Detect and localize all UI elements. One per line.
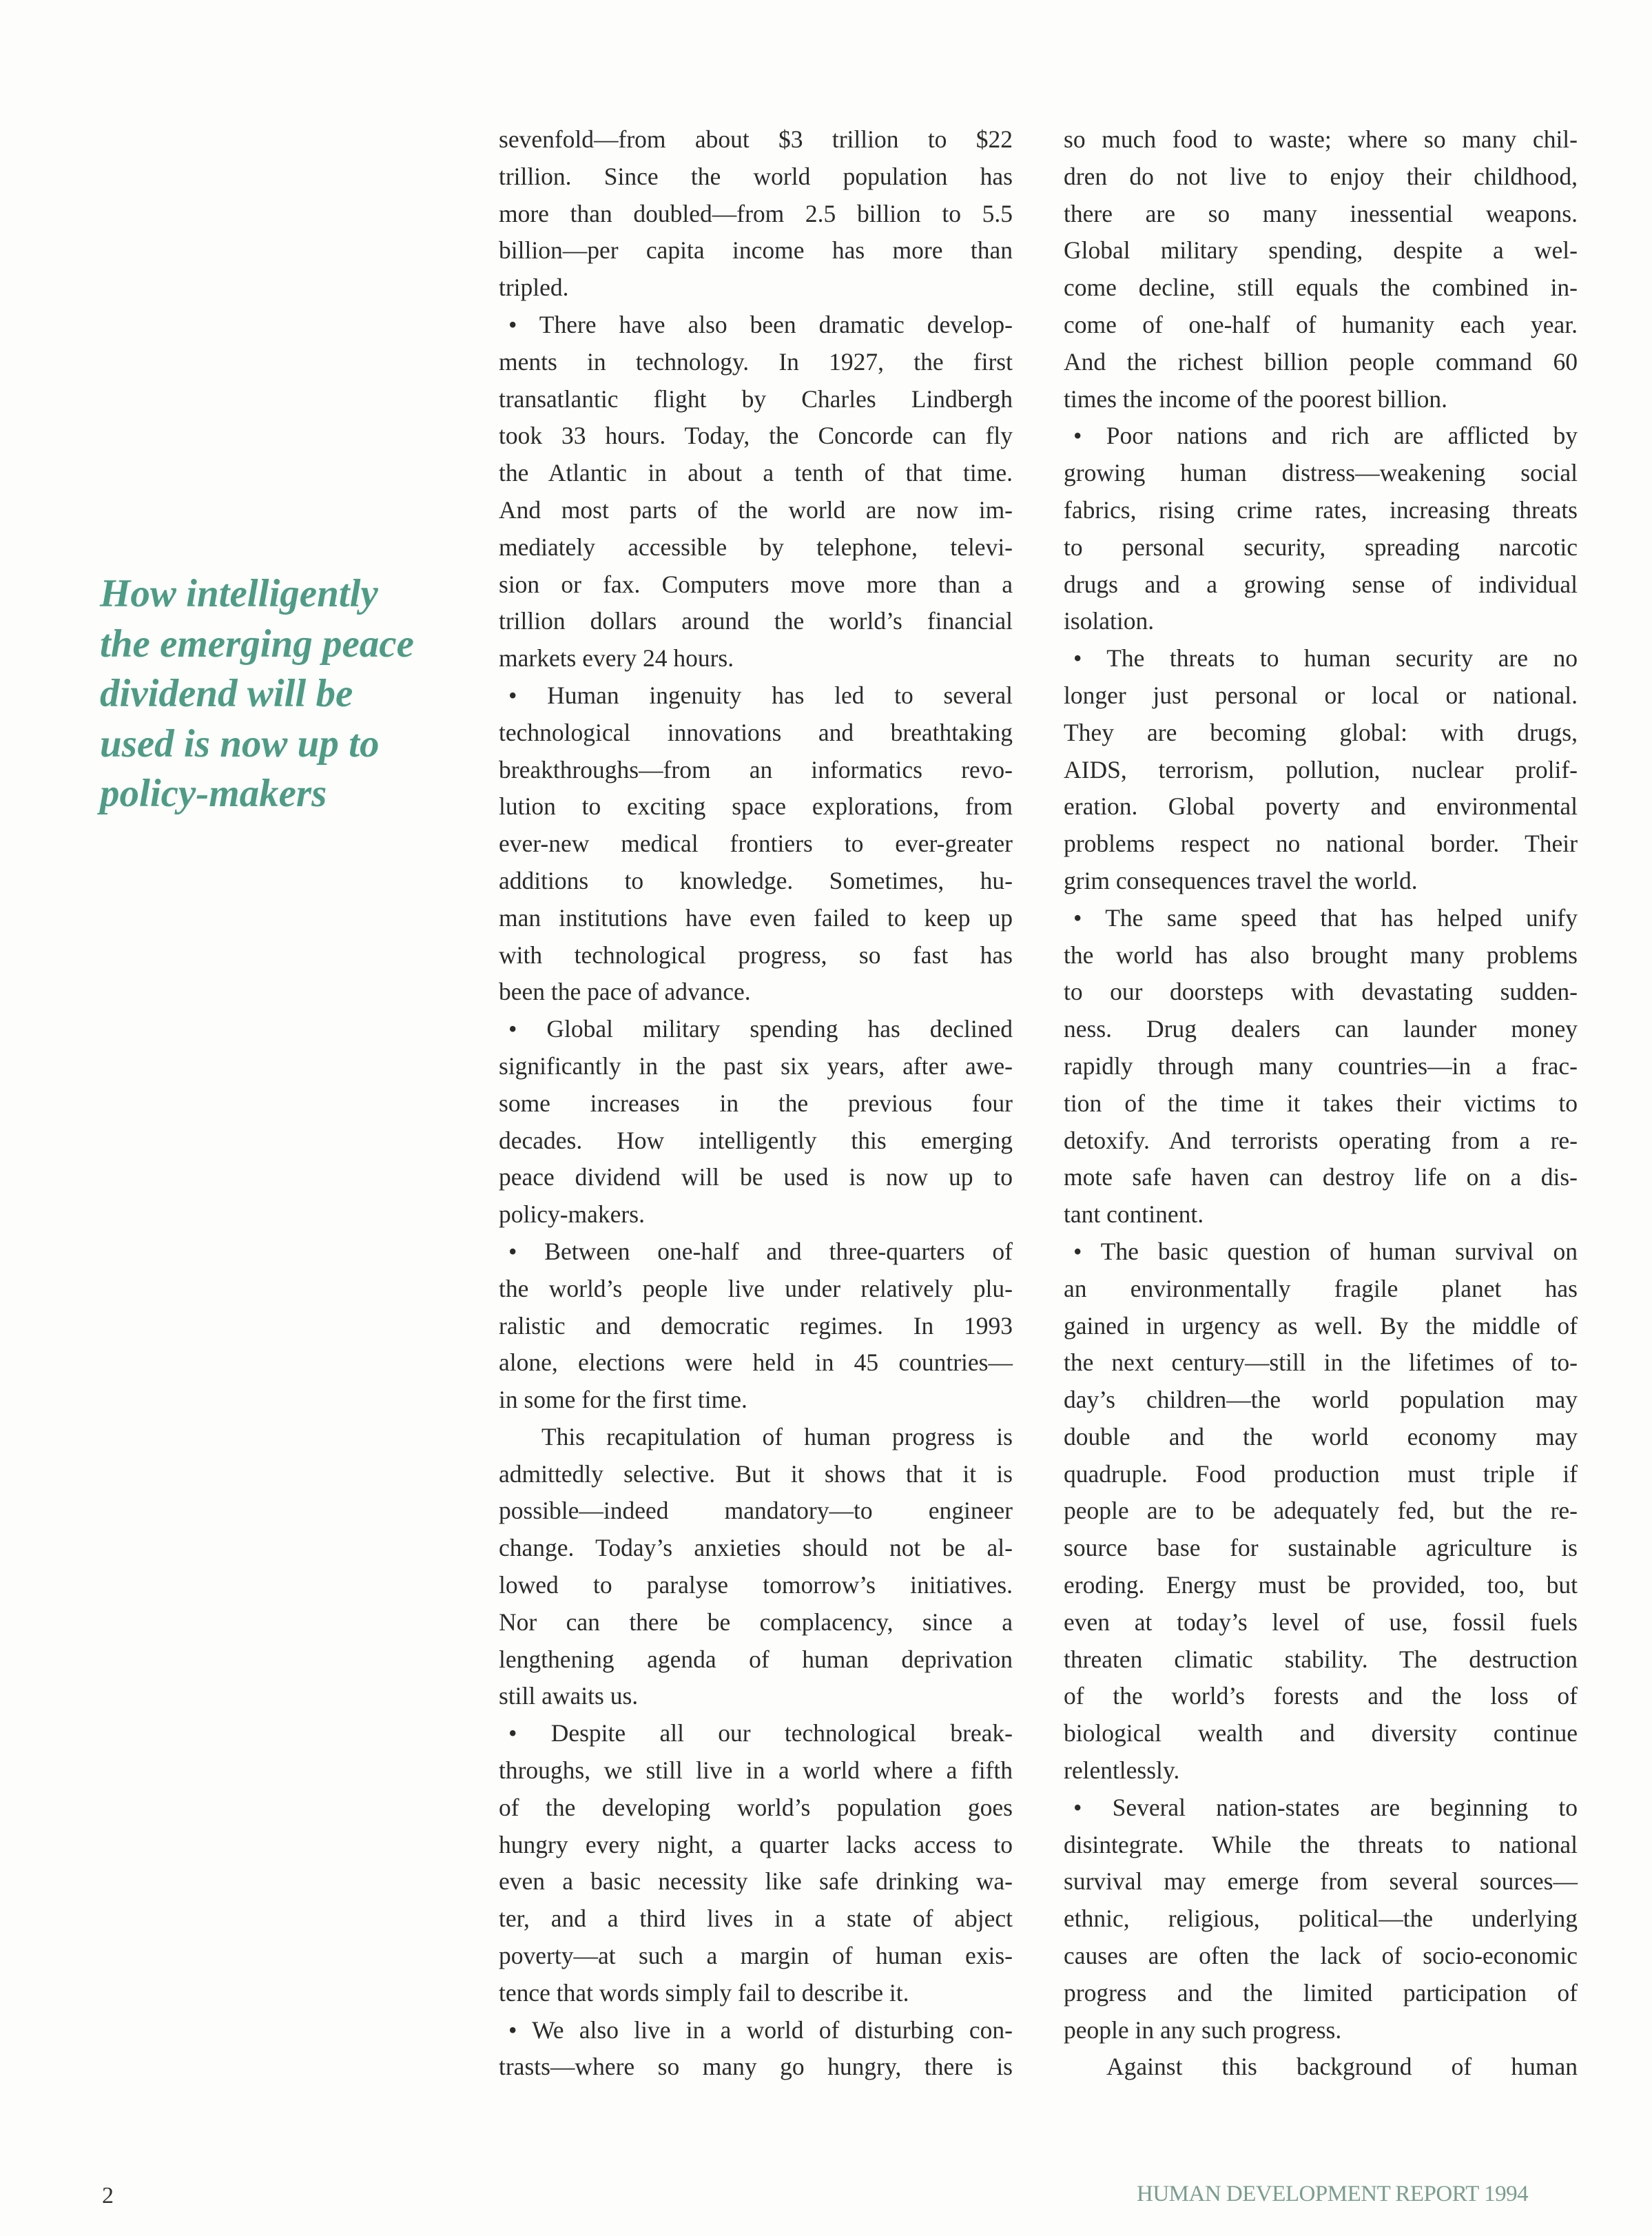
text-line: markets every 24 hours. (499, 644, 734, 673)
text-line: lengthening agenda of human deprivation (499, 1645, 1013, 1673)
text-line: rapidly through many countries—in a frac- (1064, 1052, 1578, 1080)
text-line: mediately accessible by telephone, televi- (499, 533, 1013, 561)
text-line: more than doubled—from 2.5 billion to 5.5 (499, 199, 1013, 227)
text-line: tence that words simply fail to describe it. (499, 1978, 909, 2007)
text-line: And most parts of the world are now im- (499, 495, 1013, 524)
text-line: ralistic and democratic regimes. In 1993 (499, 1311, 1013, 1340)
text-line: AIDS, terrorism, pollution, nuclear prolif- (1064, 755, 1578, 783)
text-line: gained in urgency as well. By the middle of (1064, 1311, 1578, 1340)
text-line: And the richest billion people command 60 (1064, 347, 1578, 376)
text-line: progress and the limited participation of (1064, 1978, 1578, 2007)
text-line: significantly in the past six years, after awe- (499, 1052, 1013, 1080)
text-line: even at today’s level of use, fossil fuels (1064, 1608, 1578, 1636)
text-line: • Despite all our technological break- (508, 1719, 1013, 1747)
text-line: isolation. (1064, 607, 1155, 635)
text-line: the world has also brought many problems (1064, 941, 1578, 969)
text-line: change. Today’s anxieties should not be al- (499, 1534, 1013, 1562)
text-line: dren do not live to enjoy their childhood, (1064, 162, 1578, 190)
text-line: drugs and a growing sense of individual (1064, 570, 1578, 598)
text-line: eration. Global poverty and environmental (1064, 792, 1578, 821)
text-line: trillion dollars around the world’s financial (499, 607, 1013, 635)
text-line: causes are often the lack of socio-economic (1064, 1942, 1578, 1970)
text-line: to personal security, spreading narcotic (1064, 533, 1578, 561)
text-line: of the world’s forests and the loss of (1064, 1682, 1578, 1710)
text-line: peace dividend will be used is now up to (499, 1163, 1013, 1191)
text-line: • Several nation-states are beginning to (1073, 1793, 1578, 1821)
text-line: decades. How intelligently this emerging (499, 1126, 1013, 1154)
text-line: • Poor nations and rich are afflicted by (1073, 422, 1578, 450)
text-line: ethnic, religious, political—the underlying (1064, 1905, 1578, 1933)
pull-quote-line: used is now up to (100, 721, 380, 766)
body-column-left (499, 121, 1013, 2086)
text-line: They are becoming global: with drugs, (1064, 718, 1578, 746)
text-line: fabrics, rising crime rates, increasing threats (1064, 495, 1578, 524)
text-line: relentlessly. (1064, 1756, 1180, 1785)
text-line: the world’s people live under relatively plu- (499, 1274, 1013, 1302)
text-line: admittedly selective. But it shows that it is (499, 1459, 1013, 1488)
text-line: still awaits us. (499, 1682, 639, 1710)
text-line: trasts—where so many go hungry, there is (499, 2053, 1013, 2081)
text-line: growing human distress—weakening social (1064, 459, 1578, 487)
text-line: so much food to waste; where so many chil- (1064, 125, 1578, 153)
text-line: breakthroughs—from an informatics revo- (499, 755, 1013, 783)
text-line: quadruple. Food production must triple if (1064, 1459, 1578, 1488)
text-line: transatlantic flight by Charles Lindbergh (499, 384, 1013, 413)
text-line: technological innovations and breathtaking (499, 718, 1013, 746)
text-line: survival may emerge from several sources— (1064, 1867, 1578, 1896)
pull-quote-line: dividend will be (100, 672, 353, 715)
text-line: tion of the time it takes their victims to (1064, 1089, 1578, 1117)
text-line: • Between one-half and three-quarters of (508, 1237, 1013, 1265)
text-line: come decline, still equals the combined in- (1064, 274, 1578, 302)
text-line: • There have also been dramatic develop- (508, 310, 1013, 338)
text-line: with technological progress, so fast has (499, 941, 1013, 969)
text-line: ness. Drug dealers can launder money (1064, 1015, 1578, 1043)
running-footer-title: HUMAN DEVELOPMENT REPORT 1994 (1137, 2182, 1529, 2206)
text-line: Nor can there be complacency, since a (499, 1608, 1013, 1636)
text-line: hungry every night, a quarter lacks access to (499, 1830, 1013, 1858)
body-column-right (1064, 121, 1578, 2086)
text-line: ments in technology. In 1927, the first (499, 347, 1013, 376)
text-line: longer just personal or local or national. (1064, 681, 1578, 709)
text-line: This recapitulation of human progress is (541, 1422, 1013, 1450)
text-line: threaten climatic stability. The destruction (1064, 1645, 1578, 1673)
text-line: tripled. (499, 274, 569, 302)
pull-quote-line: How intelligently (100, 572, 378, 615)
text-line: detoxify. And terrorists operating from a re- (1064, 1126, 1578, 1154)
text-line: billion—per capita income has more than (499, 236, 1013, 265)
text-line: in some for the first time. (499, 1386, 747, 1414)
text-line: even a basic necessity like safe drinking wa- (499, 1867, 1013, 1896)
text-line: been the pace of advance. (499, 978, 751, 1006)
text-line: man institutions have even failed to keep up (499, 903, 1013, 932)
text-line: disintegrate. While the threats to national (1064, 1830, 1578, 1858)
text-line: tant continent. (1064, 1200, 1204, 1229)
page-number: 2 (102, 2183, 114, 2208)
text-line: times the income of the poorest billion. (1064, 384, 1448, 413)
text-line: trillion. Since the world population has (499, 162, 1013, 190)
text-line: ever-new medical frontiers to ever-greater (499, 830, 1013, 858)
text-line: sion or fax. Computers move more than a (499, 570, 1013, 598)
text-line: people are to be adequately fed, but the re- (1064, 1497, 1578, 1525)
text-line: • The threats to human security are no (1073, 644, 1578, 673)
text-line: • Global military spending has declined (508, 1015, 1013, 1043)
text-line: alone, elections were held in 45 countries— (499, 1348, 1013, 1377)
text-line: double and the world economy may (1064, 1422, 1578, 1450)
text-line: policy-makers. (499, 1200, 645, 1229)
text-line: mote safe haven can destroy life on a dis- (1064, 1163, 1578, 1191)
pull-quote-line: policy-makers (100, 772, 327, 815)
text-line: additions to knowledge. Sometimes, hu- (499, 866, 1013, 894)
text-line: throughs, we still live in a world where a fifth (499, 1756, 1013, 1785)
text-line: poverty—at such a margin of human exis- (499, 1942, 1013, 1970)
text-line: sevenfold—from about $3 trillion to $22 (499, 125, 1013, 153)
text-line: grim consequences travel the world. (1064, 866, 1418, 894)
text-line: source base for sustainable agriculture is (1064, 1534, 1578, 1562)
text-line: problems respect no national border. Their (1064, 830, 1578, 858)
text-line: possible—indeed mandatory—to engineer (499, 1497, 1013, 1525)
text-line: Global military spending, despite a wel- (1064, 236, 1578, 265)
text-line: lowed to paralyse tomorrow’s initiatives. (499, 1571, 1013, 1599)
text-line: the next century—still in the lifetimes of to- (1064, 1348, 1578, 1377)
pull-quote-line: the emerging peace (100, 622, 414, 666)
text-line: biological wealth and diversity continue (1064, 1719, 1578, 1747)
text-line: • Human ingenuity has led to several (508, 681, 1013, 709)
text-line: took 33 hours. Today, the Concorde can fly (499, 422, 1013, 450)
text-line: lution to exciting space explorations, from (499, 792, 1013, 821)
text-line: • The same speed that has helped unify (1073, 903, 1578, 932)
text-line: • The basic question of human survival on (1073, 1237, 1578, 1265)
text-line: the Atlantic in about a tenth of that time. (499, 459, 1013, 487)
text-line: come of one-half of humanity each year. (1064, 310, 1578, 338)
text-line: • We also live in a world of disturbing con- (508, 2016, 1013, 2044)
text-line: to our doorsteps with devastating sudden- (1064, 978, 1578, 1006)
text-line: an environmentally fragile planet has (1064, 1274, 1578, 1302)
text-line: eroding. Energy must be provided, too, but (1064, 1571, 1578, 1599)
text-line: ter, and a third lives in a state of abject (499, 1905, 1013, 1933)
text-line: day’s children—the world population may (1064, 1386, 1578, 1414)
text-line: Against this background of human (1106, 2053, 1578, 2081)
pull-quote (100, 569, 458, 819)
text-line: there are so many inessential weapons. (1064, 199, 1578, 227)
text-line: some increases in the previous four (499, 1089, 1013, 1117)
text-line: people in any such progress. (1064, 2016, 1342, 2044)
text-line: of the developing world’s population goes (499, 1793, 1013, 1821)
